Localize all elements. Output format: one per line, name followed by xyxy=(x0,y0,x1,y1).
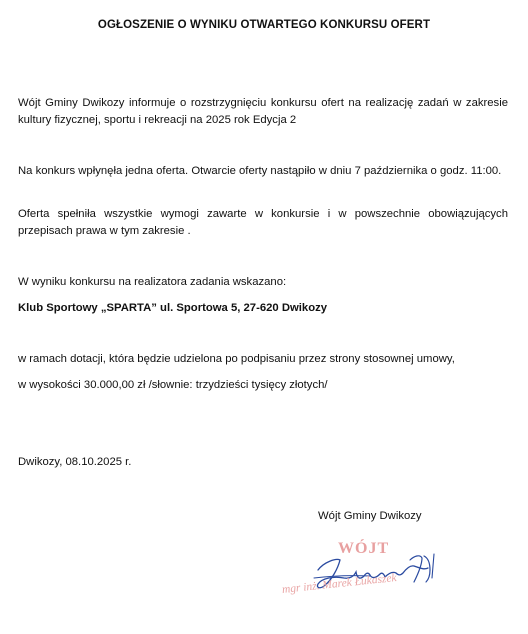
stamp-title: WÓJT xyxy=(338,540,390,557)
result-intro-paragraph: W wyniku konkursu na realizatora zadania wskazano: xyxy=(18,276,287,288)
stamp-name: mgr inż. Marek Łukaszek xyxy=(281,571,398,596)
offer-received-paragraph: Na konkurs wpłynęła jedna oferta. Otwarcie oferty nastąpiło w dniu 7 października o godz. 11:00. xyxy=(18,165,502,177)
grant-conditions-paragraph: w ramach dotacji, która będzie udzielona po podpisaniu przez strony stosownej umowy, xyxy=(18,353,455,365)
official-stamp-and-signature xyxy=(270,540,450,610)
place-and-date: Dwikozy, 08.10.2025 r. xyxy=(18,456,132,468)
requirements-paragraph: Oferta spełniła wszystkie wymogi zawarte w konkursie i w powszechnie obowiązujących przepisach prawa w tym zakresie . xyxy=(18,208,508,237)
intro-paragraph: Wójt Gminy Dwikozy informuje o rozstrzygnięciu konkursu ofert na realizację zadań w zakresie kultury fizycznej, sportu i rekreacji na 2025 rok Edycja 2 xyxy=(18,97,508,126)
grant-amount-paragraph: w wysokości 30.000,00 zł /słownie: trzydzieści tysięcy złotych/ xyxy=(18,379,328,391)
document-title: OGŁOSZENIE O WYNIKU OTWARTEGO KONKURSU OFERT xyxy=(97,19,431,31)
winner-name: Klub Sportowy „SPARTA” ul. Sportowa 5, 27-620 Dwikozy xyxy=(18,302,328,314)
signatory-title: Wójt Gminy Dwikozy xyxy=(318,510,422,522)
